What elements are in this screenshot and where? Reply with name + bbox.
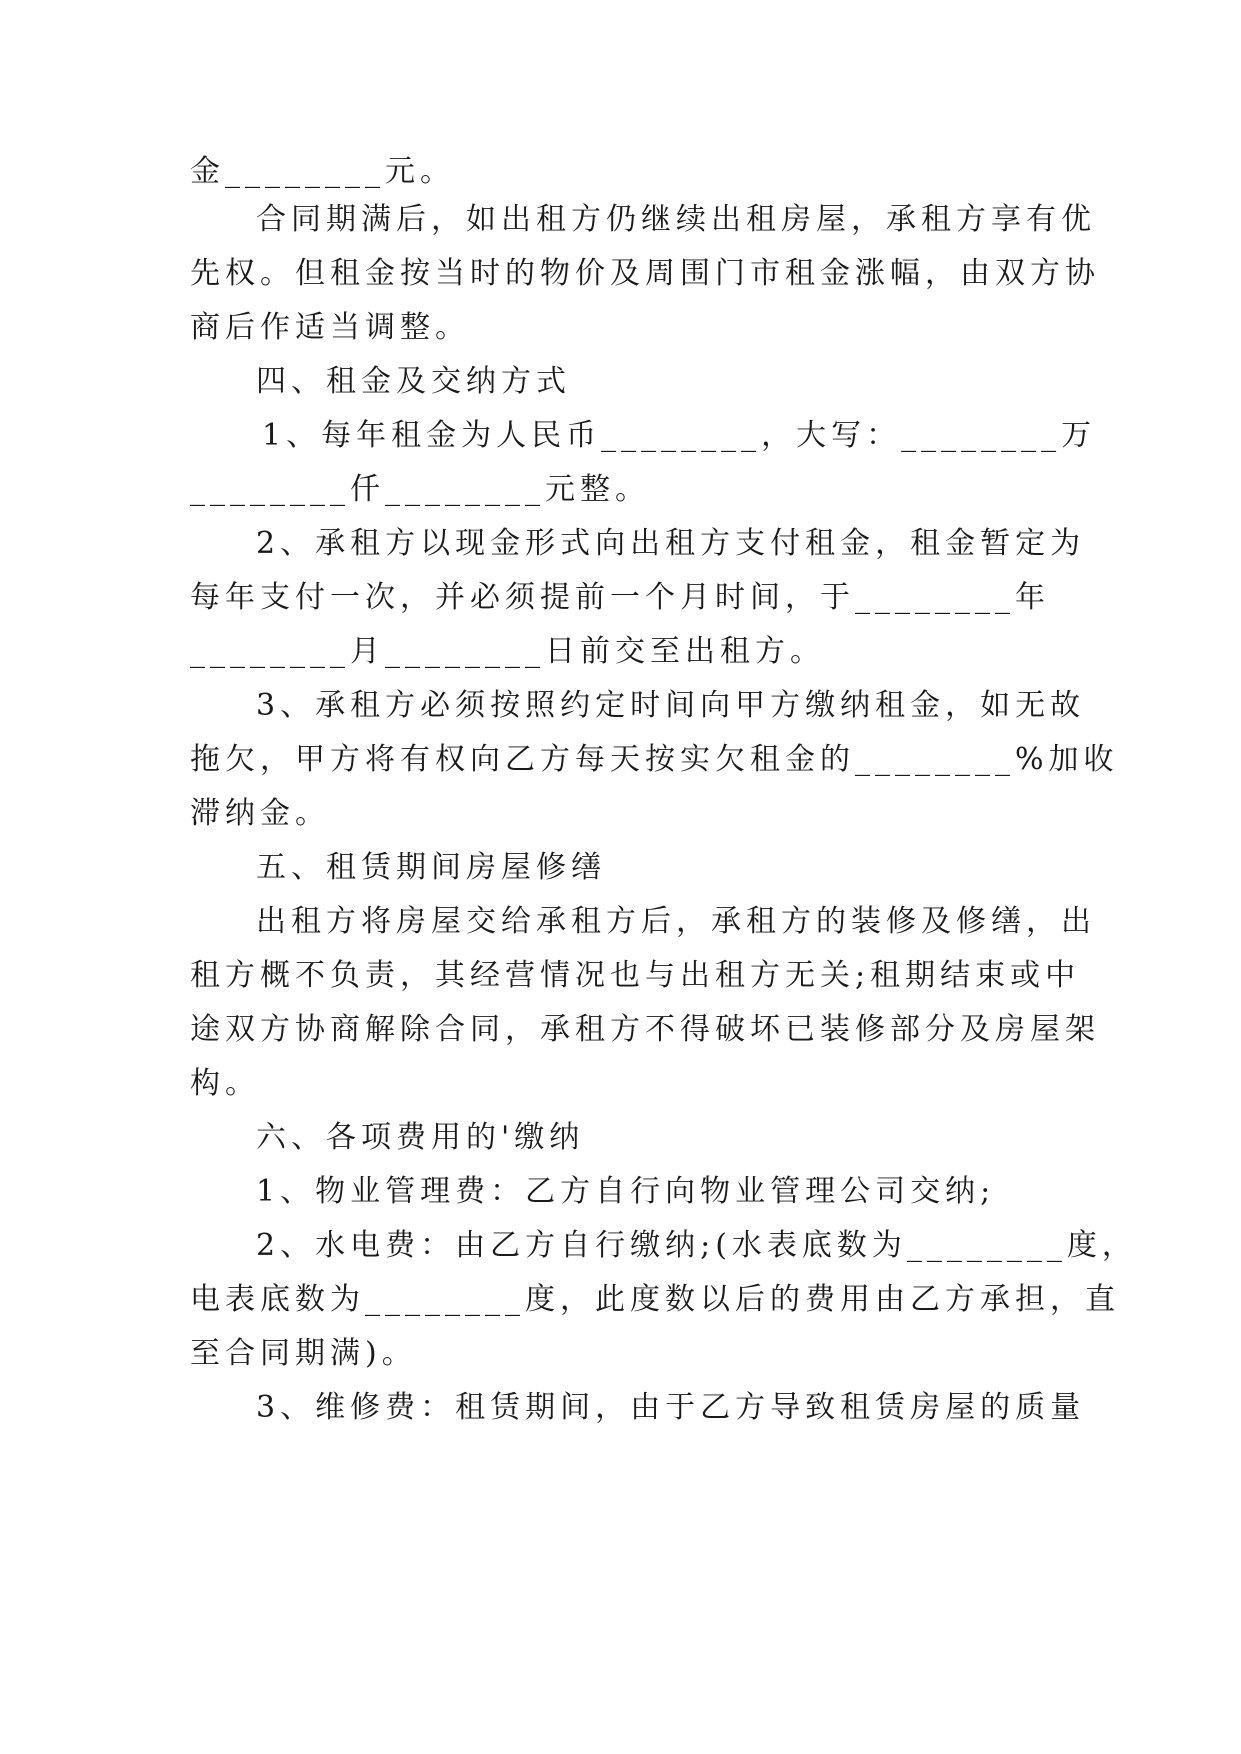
text-line: 拖欠，甲方将有权向乙方每天按实欠租金的________%加收	[190, 742, 1119, 777]
text-line: 构。	[190, 1066, 260, 1101]
text-line: 2、承租方以现金形式向出租方支付租金，租金暂定为	[256, 526, 1086, 561]
text-line: 出租方将房屋交给承租方后，承租方的装修及修缮，出	[256, 904, 1096, 939]
text-line: 商后作适当调整。	[190, 310, 470, 345]
text-line: 1、物业管理费：乙方自行向物业管理公司交纳;	[256, 1174, 996, 1209]
text-line: 滞纳金。	[190, 796, 330, 831]
text-line: 每年支付一次，并必须提前一个月时间，于________年	[190, 580, 1050, 615]
section-heading: 六、各项费用的'缴纳	[256, 1120, 585, 1155]
text-line: 电表底数为________度，此度数以后的费用由乙方承担，直	[190, 1282, 1120, 1317]
text-line: 1、每年租金为人民币________，大写：________万	[262, 418, 1097, 453]
text-line: 金________元。	[190, 154, 455, 189]
text-line: ________仟________元整。	[190, 472, 650, 507]
text-line: 合同期满后，如出租方仍继续出租房屋，承租方享有优	[256, 202, 1096, 237]
section-heading: 四、租金及交纳方式	[256, 364, 571, 399]
text-line: 3、承租方必须按照约定时间向甲方缴纳租金，如无故	[256, 688, 1086, 723]
text-line: 途双方协商解除合同，承租方不得破坏已装修部分及房屋架	[190, 1012, 1100, 1047]
text-line: 先权。但租金按当时的物价及周围门市租金涨幅，由双方协	[190, 256, 1100, 291]
text-line: 2、水电费：由乙方自行缴纳;(水表底数为________度，	[256, 1228, 1137, 1263]
section-heading: 五、租赁期间房屋修缮	[256, 850, 606, 885]
text-line: ________月________日前交至出租方。	[190, 634, 825, 669]
text-line: 3、维修费：租赁期间，由于乙方导致租赁房屋的质量	[256, 1390, 1086, 1425]
text-line: 至合同期满)。	[190, 1336, 417, 1371]
text-line: 租方概不负责，其经营情况也与出租方无关;租期结束或中	[190, 958, 1081, 993]
